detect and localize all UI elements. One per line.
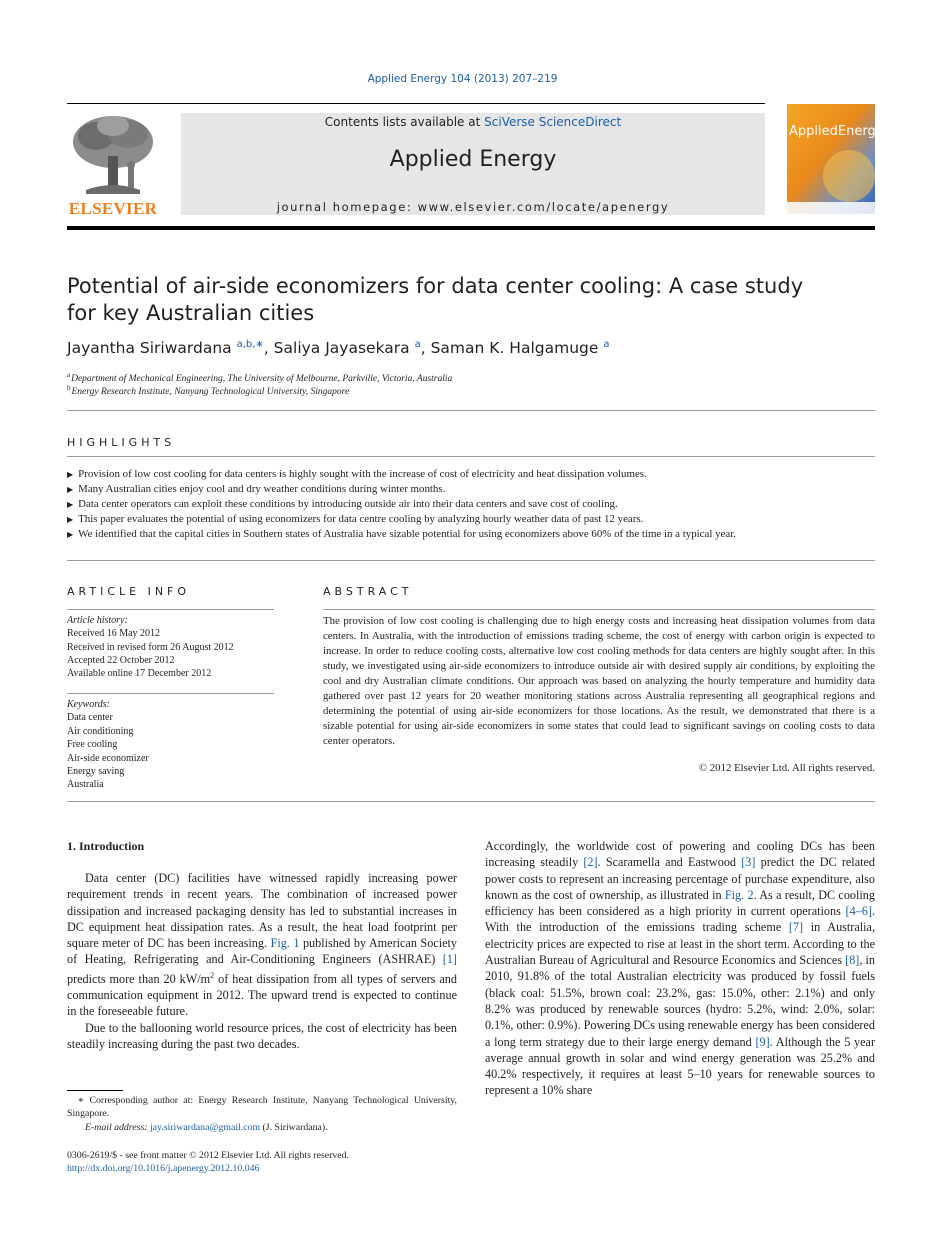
elsevier-wordmark: ELSEVIER — [68, 199, 158, 218]
footnote-mark: ∗ — [77, 1095, 85, 1106]
figure-link[interactable]: Fig. 2 — [724, 887, 754, 902]
journal-cover-image[interactable] — [787, 104, 884, 214]
paragraph — [485, 838, 875, 1099]
affiliation-a — [67, 371, 452, 384]
superscript: 2 — [210, 970, 215, 980]
history-heading: Article history: — [67, 615, 128, 626]
highlight-item — [67, 482, 879, 497]
triangle-bullet-icon: ▶ — [67, 530, 74, 539]
text-run: . Scaramella and Eastwood — [597, 855, 742, 870]
author-name: Saman K. Halgamuge — [430, 339, 599, 358]
highlight-item — [67, 527, 879, 542]
doi-link[interactable]: http://dx.doi.org/10.1016/j.apenergy.2012.10.046 — [67, 1163, 260, 1174]
highlight-item — [67, 512, 879, 527]
section-rule — [67, 801, 875, 802]
footnote-rule — [67, 1090, 123, 1091]
header-thick-rule — [67, 226, 875, 230]
author-affiliation-mark[interactable]: a,b,∗ — [236, 339, 264, 350]
text-run: , in 2010, 91.8% of the total Australian electricity was produced by fossil fuels (black coal: 51.5%, brown coal: 23.2%, gas: 15.0%, other: 2.1%) and only 8.2% was produced by renewable sources (hydro: 5.2%, wind: 2.0%, solar: 0.1%, other: 0.9%). Powering DCs using renewable energy has been considered a long term strategy due to their large energy demand — [485, 953, 875, 1049]
text-run: . With the introduction of the emissions trading scheme — [485, 904, 875, 935]
author-affiliation-mark[interactable]: a — [603, 339, 610, 350]
contents-prefix: Contents lists available at — [324, 115, 485, 129]
keyword: Air conditioning — [67, 725, 134, 737]
citation-link[interactable]: [3] — [741, 855, 756, 870]
citation-link[interactable]: [8] — [845, 953, 860, 968]
author-name: Jayantha Siriwardana — [67, 339, 232, 358]
text-run: predict the DC related power costs to represent an increasing percentage of purchase expenditure, also known as the cost of ownership, as illustrated in — [485, 855, 875, 902]
footnote-text: Corresponding author at: Energy Research Institute, Nanyang Technological University, Singapore. — [67, 1095, 457, 1119]
keyword: Energy saving — [67, 766, 125, 778]
citation-link[interactable]: [9] — [755, 1034, 770, 1049]
keywords-rule — [67, 693, 274, 694]
copyright-notice: © 2012 Elsevier Ltd. All rights reserved. — [698, 762, 875, 774]
highlight-text: Data center operators can exploit these conditions by introducing outside air into their data centers and save cost of cooling. — [78, 498, 618, 510]
author-affiliation-mark[interactable]: a — [414, 339, 421, 350]
section-rule — [67, 560, 875, 561]
author-name: Saliya Jayasekara — [273, 339, 410, 358]
triangle-bullet-icon: ▶ — [67, 470, 74, 479]
text-run: of heat dissipation from all types of servers and communication equipment in 2012. The upward trend is expected to continue in the foreseeable future. — [67, 971, 457, 1019]
abstract-rule — [323, 609, 875, 610]
affiliation-mark: a — [67, 371, 71, 379]
text-run: . As a result, DC cooling efficiency has been considered as a high priority in current operations — [485, 887, 875, 919]
citation-link[interactable]: [7] — [788, 920, 804, 935]
body-column-right — [485, 838, 875, 1099]
body-column-left — [67, 870, 457, 1052]
section-rule — [67, 456, 875, 457]
email-label: E-mail address: — [85, 1122, 148, 1133]
paragraph — [67, 870, 457, 1020]
author-separator: , — [263, 339, 274, 358]
keyword: Data center — [67, 712, 113, 724]
text-run: predicts more than 20 kW/m — [67, 971, 211, 986]
affiliation-text: Department of Mechanical Engineering, The University of Melbourne, Parkville, Victoria, Australia — [71, 374, 453, 385]
figure-link[interactable]: Fig. 1 — [270, 936, 300, 951]
triangle-bullet-icon: ▶ — [67, 500, 74, 509]
affiliation-mark: b — [67, 384, 71, 392]
paragraph: Due to the ballooning world resource prices, the cost of electricity has been steadily increasing during the past two decades. — [67, 1020, 457, 1052]
keyword: Australia — [67, 779, 104, 791]
affiliation-text: Energy Research Institute, Nanyang Technological University, Singapore — [71, 387, 350, 398]
journal-homepage[interactable]: journal homepage: www.elsevier.com/locate/apenergy — [276, 200, 670, 214]
text-run: Data center (DC) facilities have witnessed rapidly increasing power requirement trends in recent years. The combination of increased power dissipation and increased packaging density has led to substantial increases in DC equipment heat dissipation rates. As a result, the heat load footprint per square meter of DC has been increasing. — [67, 871, 457, 951]
text-run: published by American Society of Heating, Refrigerating and Air-Conditioning Engineers (ASHRAE) — [67, 936, 457, 967]
text-run: . Although the 5 year average annual growth in solar and wind energy generation was 25.2% and 40.2% respectively, it requires at least 5–10 years for renewable sources to represent a 10% share — [485, 1034, 875, 1098]
email-owner: (J. Siriwardana). — [262, 1122, 328, 1133]
highlight-text: This paper evaluates the potential of using economizers for data centre cooling by analyzing hourly weather data of past 12 years. — [78, 513, 644, 525]
sciencedirect-link[interactable]: SciVerse ScienceDirect — [484, 115, 622, 129]
issn-line: 0306-2619/$ - see front matter © 2012 Elsevier Ltd. All rights reserved. — [67, 1150, 349, 1161]
author-list — [67, 339, 827, 357]
article-title: Potential of air-side economizers for data center cooling: A case study for key Australian cities — [67, 274, 804, 325]
highlights-heading: HIGHLIGHTS — [67, 436, 176, 449]
citation-link[interactable]: [4–6] — [845, 904, 872, 919]
article-info-rule — [67, 609, 274, 610]
cover-title: AppliedEnergy — [789, 124, 884, 139]
section-rule — [67, 410, 875, 411]
section-heading: 1. Introduction — [67, 839, 145, 853]
highlight-text: Provision of low cost cooling for data centers is highly sought with the increase of cost of electricity and heat dissipation volumes. — [78, 468, 647, 480]
text-run: in Australia, electricity prices are expected to rise at least in the short term. According to the Australian Bureau of Agricultural and Resource Economics and Sciences — [485, 920, 875, 968]
author-separator: , — [420, 339, 431, 358]
keyword: Free cooling — [67, 739, 118, 751]
keywords-heading: Keywords: — [67, 699, 110, 710]
abstract-heading: ABSTRACT — [323, 585, 413, 598]
contents-availability — [181, 115, 765, 129]
abstract-text: The provision of low cost cooling is challenging due to high energy costs and increasing heat dissipation volumes from data centers. In Australia, with the introduction of emissions trading scheme, the cost of energy with carbon origin is expected to increase. In order to reduce cooling costs, alternative low cost cooling methods for data centers are highly sought after. In this study, we investigated using air-side economizers to introduce outside air with desired supply air conditions, by exploiting the cool and dry Australian climate conditions. Our approach was based on analyzing the hourly temperature and humidity data gathered over past 12 years for 20 weather monitoring stations across Australia representing all geographical regions and determining the potential of using air-side economizers for those locations. As the result, we demonstrated that there is a sizable potential for using air-side economizers in some states that could lead to significant savings on cooling costs to data center operators. — [323, 615, 875, 747]
text-run: Accordingly, the worldwide cost of powering and cooling DCs has been increasing steadily — [485, 839, 875, 870]
triangle-bullet-icon: ▶ — [67, 485, 74, 494]
email-footnote — [85, 1122, 328, 1133]
highlight-item — [67, 467, 879, 482]
history-entry: Available online 17 December 2012 — [67, 668, 212, 680]
article-info-heading: ARTICLE INFO — [67, 585, 191, 598]
keywords-block — [67, 698, 149, 792]
highlight-item — [67, 497, 879, 512]
highlight-text: Many Australian cities enjoy cool and dry weather conditions during winter months. — [78, 483, 446, 495]
keyword: Air-side economizer — [67, 752, 149, 764]
affiliation-b — [67, 384, 349, 397]
citation-link[interactable]: [1] — [442, 952, 457, 967]
email-link[interactable]: jay.siriwardana@gmail.com — [149, 1122, 261, 1133]
citation-link[interactable]: [2] — [583, 855, 598, 870]
journal-reference[interactable]: Applied Energy 104 (2013) 207–219 — [367, 73, 558, 85]
highlights-list — [67, 467, 879, 542]
article-history — [67, 614, 234, 680]
triangle-bullet-icon: ▶ — [67, 515, 74, 524]
highlight-text: We identified that the capital cities in Southern states of Australia have sizable potential for using economizers above 60% of the time in a typical year. — [78, 528, 736, 540]
history-entry: Received 16 May 2012 — [67, 628, 161, 640]
history-entry: Received in revised form 26 August 2012 — [67, 641, 234, 653]
history-entry: Accepted 22 October 2012 — [67, 654, 175, 666]
journal-title: Applied Energy — [389, 147, 557, 172]
header-rule — [67, 103, 765, 104]
corresponding-author-footnote — [67, 1094, 457, 1120]
